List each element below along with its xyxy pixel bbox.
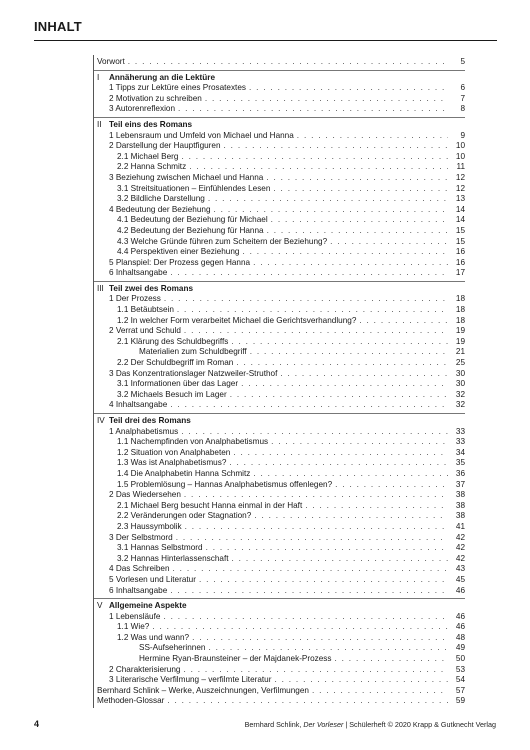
- toc-entry-label: Materialien zum Schuldbegriff: [139, 347, 247, 357]
- toc-leader-dots: [185, 522, 448, 533]
- toc-entry-label: 5 Vorlesen und Literatur: [109, 574, 196, 584]
- toc-page-number: 33: [455, 437, 465, 447]
- toc-leader-dots: [233, 448, 448, 459]
- toc-entry-label: 3 Der Selbstmord: [109, 532, 173, 542]
- toc-leader-dots: [280, 369, 448, 380]
- toc-entry-label: 1.2 Situation von Analphabeten: [117, 447, 231, 457]
- toc-entry: [94, 586, 465, 597]
- toc-leader-dots: [214, 205, 448, 216]
- toc-entry-label: Teil zwei des Romans: [109, 283, 194, 293]
- toc-leader-dots: [274, 675, 448, 686]
- toc-entry-label: Vorwort: [97, 57, 125, 66]
- toc-leader-dots: [128, 57, 448, 68]
- toc-section: [94, 118, 465, 282]
- toc-page-number: 43: [455, 564, 465, 574]
- toc-entry: [94, 490, 465, 501]
- toc-page-number: 25: [455, 358, 465, 368]
- toc-entry: [94, 83, 465, 94]
- toc-leader-dots: [305, 501, 448, 512]
- toc-entry-label: 1.2 In welcher Form verarbeitet Michael die Gerichtsverhandlung?: [117, 315, 357, 325]
- toc-section-heading: [94, 284, 465, 295]
- toc-entry-label: 2 Motivation zu schreiben: [109, 93, 202, 103]
- toc-entry: [94, 437, 465, 448]
- toc-entry: [94, 94, 465, 105]
- toc-page-number: 18: [455, 294, 465, 304]
- toc-leader-dots: [335, 480, 448, 491]
- toc-page-number: 15: [455, 236, 465, 246]
- toc-entry: [94, 326, 465, 337]
- toc-section: [94, 414, 465, 599]
- toc-page-number: 15: [455, 225, 465, 235]
- toc-leader-dots: [271, 215, 448, 226]
- toc-entry: [94, 131, 465, 142]
- toc-entry-label: 3.2 Bildliche Darstellung: [117, 194, 205, 204]
- toc-entry: [94, 612, 465, 623]
- toc-entry-label: 4.4 Perspektiven einer Beziehung: [117, 247, 240, 257]
- toc-leader-dots: [170, 400, 448, 411]
- toc-entry-label: 5 Planspiel: Der Prozess gegen Hanna: [109, 257, 251, 267]
- footer-book-title: Der Vorleser: [303, 720, 344, 729]
- toc-entry-label: 4.2 Bedeutung der Beziehung für Hanna: [117, 225, 264, 235]
- toc-entry-label: 1 Lebensläufe: [109, 611, 161, 621]
- toc-entry-label: 1 Lebensraum und Umfeld von Michael und Hanna: [109, 130, 294, 140]
- toc-leader-dots: [152, 622, 448, 633]
- toc-entry: [94, 564, 465, 575]
- toc-roman-numeral: II: [97, 119, 102, 129]
- toc-page-number: 41: [455, 521, 465, 531]
- toc-entry-label: 3.2 Michaels Besuch im Lager: [117, 389, 227, 399]
- toc-entry: [94, 141, 465, 152]
- toc-page-number: 11: [456, 162, 465, 172]
- toc-entry-label: 2.3 Haussymbolik: [117, 521, 182, 531]
- toc-entry: [94, 480, 465, 491]
- toc-leader-dots: [254, 511, 448, 522]
- toc-leader-dots: [297, 131, 448, 142]
- toc-leader-dots: [184, 490, 448, 501]
- toc-entry-label: 2 Verrat und Schuld: [109, 326, 181, 336]
- toc-entry-label: 2.1 Michael Berg besucht Hanna einmal in der Haft: [117, 500, 303, 510]
- toc-entry: [94, 427, 465, 438]
- toc-page-number: 46: [455, 611, 465, 621]
- toc-leader-dots: [224, 141, 448, 152]
- toc-entry: [94, 104, 465, 115]
- toc-entry: [94, 152, 465, 163]
- toc-entry-label: 6 Inhaltsangabe: [109, 585, 168, 595]
- toc-entry: [94, 554, 465, 565]
- toc-leader-dots: [231, 337, 448, 348]
- toc-leader-dots: [177, 305, 448, 316]
- toc-entry: [94, 305, 465, 316]
- toc-page-number: 6: [460, 83, 465, 93]
- toc-page-number: 46: [455, 622, 465, 632]
- toc-roman-numeral: V: [97, 601, 103, 611]
- toc-leader-dots: [181, 152, 448, 163]
- toc-leader-dots: [253, 469, 448, 480]
- toc-entry: [94, 358, 465, 369]
- toc-page-number: 12: [455, 183, 465, 193]
- toc-page-number: 53: [455, 664, 465, 674]
- toc-entry: [94, 184, 465, 195]
- toc-page-number: 33: [455, 426, 465, 436]
- toc-entry-label: 2 Das Wiedersehen: [109, 490, 181, 500]
- toc-entry-label: Methoden-Glossar: [97, 696, 165, 706]
- toc-entry-label: Allgemeine Aspekte: [109, 601, 187, 611]
- toc-entry: [94, 337, 465, 348]
- toc-page-number: 57: [455, 685, 465, 695]
- toc-leader-dots: [232, 554, 448, 565]
- toc-page-number: 36: [455, 468, 465, 478]
- toc-page-number: 8: [460, 104, 465, 114]
- toc-leader-dots: [335, 654, 449, 665]
- toc-leader-dots: [199, 575, 448, 586]
- toc-entry-label: 3.2 Hannas Hinterlassenschaft: [117, 553, 229, 563]
- toc-leader-dots: [183, 665, 448, 676]
- toc-entry: [94, 369, 465, 380]
- toc-leader-dots: [164, 294, 448, 305]
- toc-entry-label: 1 Der Prozess: [109, 294, 161, 304]
- toc-entry: [94, 501, 465, 512]
- toc-section-heading: [94, 120, 465, 131]
- toc-leader-dots: [266, 173, 448, 184]
- toc-page-number: 42: [455, 553, 465, 563]
- toc-page-number: 48: [455, 632, 465, 642]
- toc-roman-numeral: IV: [97, 416, 105, 425]
- toc-entry-label: 6 Inhaltsangabe: [109, 268, 168, 278]
- toc-leader-dots: [205, 94, 448, 105]
- toc-section: [94, 55, 465, 71]
- toc-entry: [94, 654, 465, 665]
- toc-entry: [94, 57, 465, 68]
- toc-entry: [94, 511, 465, 522]
- toc-entry: [94, 575, 465, 586]
- toc-leader-dots: [178, 104, 448, 115]
- toc-entry-label: 4 Inhaltsangabe: [109, 400, 168, 410]
- toc-leader-dots: [192, 633, 448, 644]
- toc-entry: [94, 237, 465, 248]
- toc-leader-dots: [176, 533, 448, 544]
- toc-entry-label: 1.4 Die Analphabetin Hanna Schmitz: [117, 468, 251, 478]
- toc-entry: [94, 543, 465, 554]
- toc-leader-dots: [242, 247, 448, 258]
- toc-entry-label: 1.5 Problemlösung – Hannas Analphabetismus offenlegen?: [117, 479, 333, 489]
- toc-entry: [94, 316, 465, 327]
- toc-roman-numeral: III: [97, 283, 104, 293]
- toc-page-number: 10: [455, 151, 465, 161]
- toc-entry-label: 4 Bedeutung der Beziehung: [109, 204, 211, 214]
- toc-entry-label: 2 Darstellung der Hauptfiguren: [109, 141, 221, 151]
- toc-entry: [94, 400, 465, 411]
- toc-leader-dots: [181, 427, 448, 438]
- toc-leader-dots: [170, 268, 448, 279]
- toc-entry: [94, 696, 465, 707]
- toc-page-number: 18: [455, 305, 465, 315]
- toc-page-number: 32: [455, 400, 465, 410]
- toc-entry: [94, 390, 465, 401]
- footer-credit: [245, 720, 496, 729]
- toc-entry-label: 2.2 Der Schuldbegriff im Roman: [117, 358, 234, 368]
- toc-entry: [94, 347, 465, 358]
- toc-leader-dots: [273, 184, 448, 195]
- footer-author: Bernhard Schlink,: [244, 720, 304, 729]
- toc-page-number: 49: [455, 643, 465, 653]
- toc-page-number: 12: [455, 172, 465, 182]
- toc-page-number: 5: [460, 57, 465, 66]
- toc-leader-dots: [267, 226, 448, 237]
- toc-leader-dots: [173, 564, 448, 575]
- toc-entry-label: 1.3 Was ist Analphabetismus?: [117, 458, 227, 468]
- toc-section: [94, 599, 465, 709]
- toc-entry: [94, 633, 465, 644]
- toc-leader-dots: [170, 586, 448, 597]
- toc-page-number: 38: [455, 511, 465, 521]
- toc-page-number: 14: [455, 204, 465, 214]
- toc-leader-dots: [167, 696, 448, 707]
- toc-entry: [94, 268, 465, 279]
- toc-entry: [94, 379, 465, 390]
- toc-leader-dots: [163, 612, 448, 623]
- toc-page-number: 30: [455, 368, 465, 378]
- toc-page-number: 45: [455, 574, 465, 584]
- toc-leader-dots: [249, 83, 448, 94]
- toc-leader-dots: [206, 543, 448, 554]
- toc-entry-label: 1.2 Was und wann?: [117, 632, 190, 642]
- toc-entry-label: Bernhard Schlink – Werke, Auszeichnungen, Verfilmungen: [97, 685, 309, 695]
- toc-entry: [94, 469, 465, 480]
- toc-entry-label: 1 Analphabetismus: [109, 426, 179, 436]
- toc-leader-dots: [330, 237, 448, 248]
- toc-page-number: 42: [455, 532, 465, 542]
- toc-entry-label: 3.1 Hannas Selbstmord: [117, 543, 203, 553]
- page-title: INHALT: [34, 19, 82, 34]
- toc-page-number: 10: [455, 141, 465, 151]
- toc-entry-label: 2.1 Michael Berg: [117, 151, 179, 161]
- toc-page-number: 59: [455, 696, 465, 706]
- toc-entry-label: 4 Das Schreiben: [109, 564, 170, 574]
- toc-entry: [94, 226, 465, 237]
- toc-leader-dots: [359, 316, 448, 327]
- toc-leader-dots: [208, 643, 448, 654]
- toc-entry: [94, 294, 465, 305]
- toc-entry-label: 3 Literarische Verfilmung – verfilmte Literatur: [109, 675, 272, 685]
- toc-section: [94, 282, 465, 414]
- toc-page-number: 46: [455, 585, 465, 595]
- toc-entry: [94, 162, 465, 173]
- toc-entry: [94, 205, 465, 216]
- toc-entry: [94, 643, 465, 654]
- toc-page-number: 14: [455, 215, 465, 225]
- toc-page-number: 17: [455, 268, 465, 278]
- toc-page-number: 38: [455, 490, 465, 500]
- toc-page-number: 37: [455, 479, 465, 489]
- toc-page-number: 34: [455, 447, 465, 457]
- toc-page-number: 19: [455, 336, 465, 346]
- header-divider: [34, 40, 497, 41]
- toc-entry-label: 3 Beziehung zwischen Michael und Hanna: [109, 172, 264, 182]
- toc-entry: [94, 522, 465, 533]
- toc-leader-dots: [236, 358, 448, 369]
- toc-entry-label: 2.1 Klärung des Schuldbegriffs: [117, 336, 229, 346]
- table-of-contents: [93, 55, 465, 708]
- toc-section: [94, 71, 465, 118]
- toc-entry-label: Teil drei des Romans: [109, 416, 191, 425]
- toc-page-number: 21: [455, 347, 465, 357]
- toc-entry: [94, 533, 465, 544]
- toc-page-number: 7: [460, 93, 465, 103]
- toc-leader-dots: [229, 458, 448, 469]
- toc-leader-dots: [208, 194, 448, 205]
- toc-entry: [94, 247, 465, 258]
- toc-entry: [94, 215, 465, 226]
- toc-page-number: 18: [455, 315, 465, 325]
- toc-leader-dots: [253, 258, 448, 269]
- toc-page-number: 35: [455, 458, 465, 468]
- toc-entry-label: Teil eins des Romans: [109, 119, 193, 129]
- toc-entry-label: 1.1 Wie?: [117, 622, 150, 632]
- toc-entry-label: 3.1 Informationen über das Lager: [117, 379, 239, 389]
- toc-entry-label: Hermine Ryan-Braunsteiner – der Majdanek-Prozess: [139, 654, 332, 664]
- toc-page-number: 9: [460, 130, 465, 140]
- toc-page-number: 16: [455, 247, 465, 257]
- toc-entry-label: 2 Charakterisierung: [109, 664, 181, 674]
- toc-entry-label: 1 Tipps zur Lektüre eines Prosatextes: [109, 83, 246, 93]
- toc-entry: [94, 173, 465, 184]
- toc-entry-label: 3 Das Konzentrationslager Natzweiler-Struthof: [109, 368, 278, 378]
- toc-entry-label: 2.2 Hanna Schmitz: [117, 162, 187, 172]
- page-number: 4: [34, 719, 40, 729]
- toc-leader-dots: [250, 347, 448, 358]
- toc-entry: [94, 448, 465, 459]
- toc-entry-label: 3 Autorenreflexion: [109, 104, 175, 114]
- toc-entry-label: Annäherung an die Lektüre: [109, 72, 215, 82]
- toc-entry: [94, 194, 465, 205]
- toc-leader-dots: [184, 326, 448, 337]
- toc-entry-label: 3.1 Streitsituationen – Einfühlendes Lesen: [117, 183, 271, 193]
- toc-entry: [94, 675, 465, 686]
- toc-entry-label: 4.1 Bedeutung der Beziehung für Michael: [117, 215, 268, 225]
- toc-page-number: 19: [455, 326, 465, 336]
- toc-entry: [94, 665, 465, 676]
- toc-page-number: 30: [455, 379, 465, 389]
- toc-page-number: 16: [455, 257, 465, 267]
- toc-section-heading: [94, 601, 465, 612]
- toc-leader-dots: [312, 686, 448, 697]
- toc-entry: [94, 258, 465, 269]
- toc-page-number: 13: [455, 194, 465, 204]
- toc-page-number: 42: [455, 543, 465, 553]
- toc-entry: [94, 686, 465, 697]
- toc-page-number: 54: [455, 675, 465, 685]
- toc-page-number: 32: [455, 389, 465, 399]
- toc-entry: [94, 458, 465, 469]
- toc-entry: [94, 622, 465, 633]
- toc-section-heading: [94, 73, 465, 84]
- toc-leader-dots: [241, 379, 448, 390]
- toc-leader-dots: [271, 437, 448, 448]
- footer-publisher: | Schülerheft © 2020 Krapp & Gutknecht Verlag: [343, 720, 496, 729]
- toc-leader-dots: [230, 390, 448, 401]
- toc-entry-label: 1.1 Betäubtsein: [117, 305, 174, 315]
- toc-page-number: 50: [455, 654, 465, 664]
- toc-section-heading: [94, 416, 465, 427]
- toc-entry-label: 1.1 Nachempfinden von Analphabetismus: [117, 437, 269, 447]
- toc-leader-dots: [189, 162, 448, 173]
- toc-entry-label: 4.3 Welche Gründe führen zum Scheitern der Beziehung?: [117, 236, 328, 246]
- toc-roman-numeral: I: [97, 72, 100, 82]
- toc-entry-label: SS-Aufseherinnen: [139, 643, 206, 653]
- toc-page-number: 38: [455, 500, 465, 510]
- toc-entry-label: 2.2 Veränderungen oder Stagnation?: [117, 511, 252, 521]
